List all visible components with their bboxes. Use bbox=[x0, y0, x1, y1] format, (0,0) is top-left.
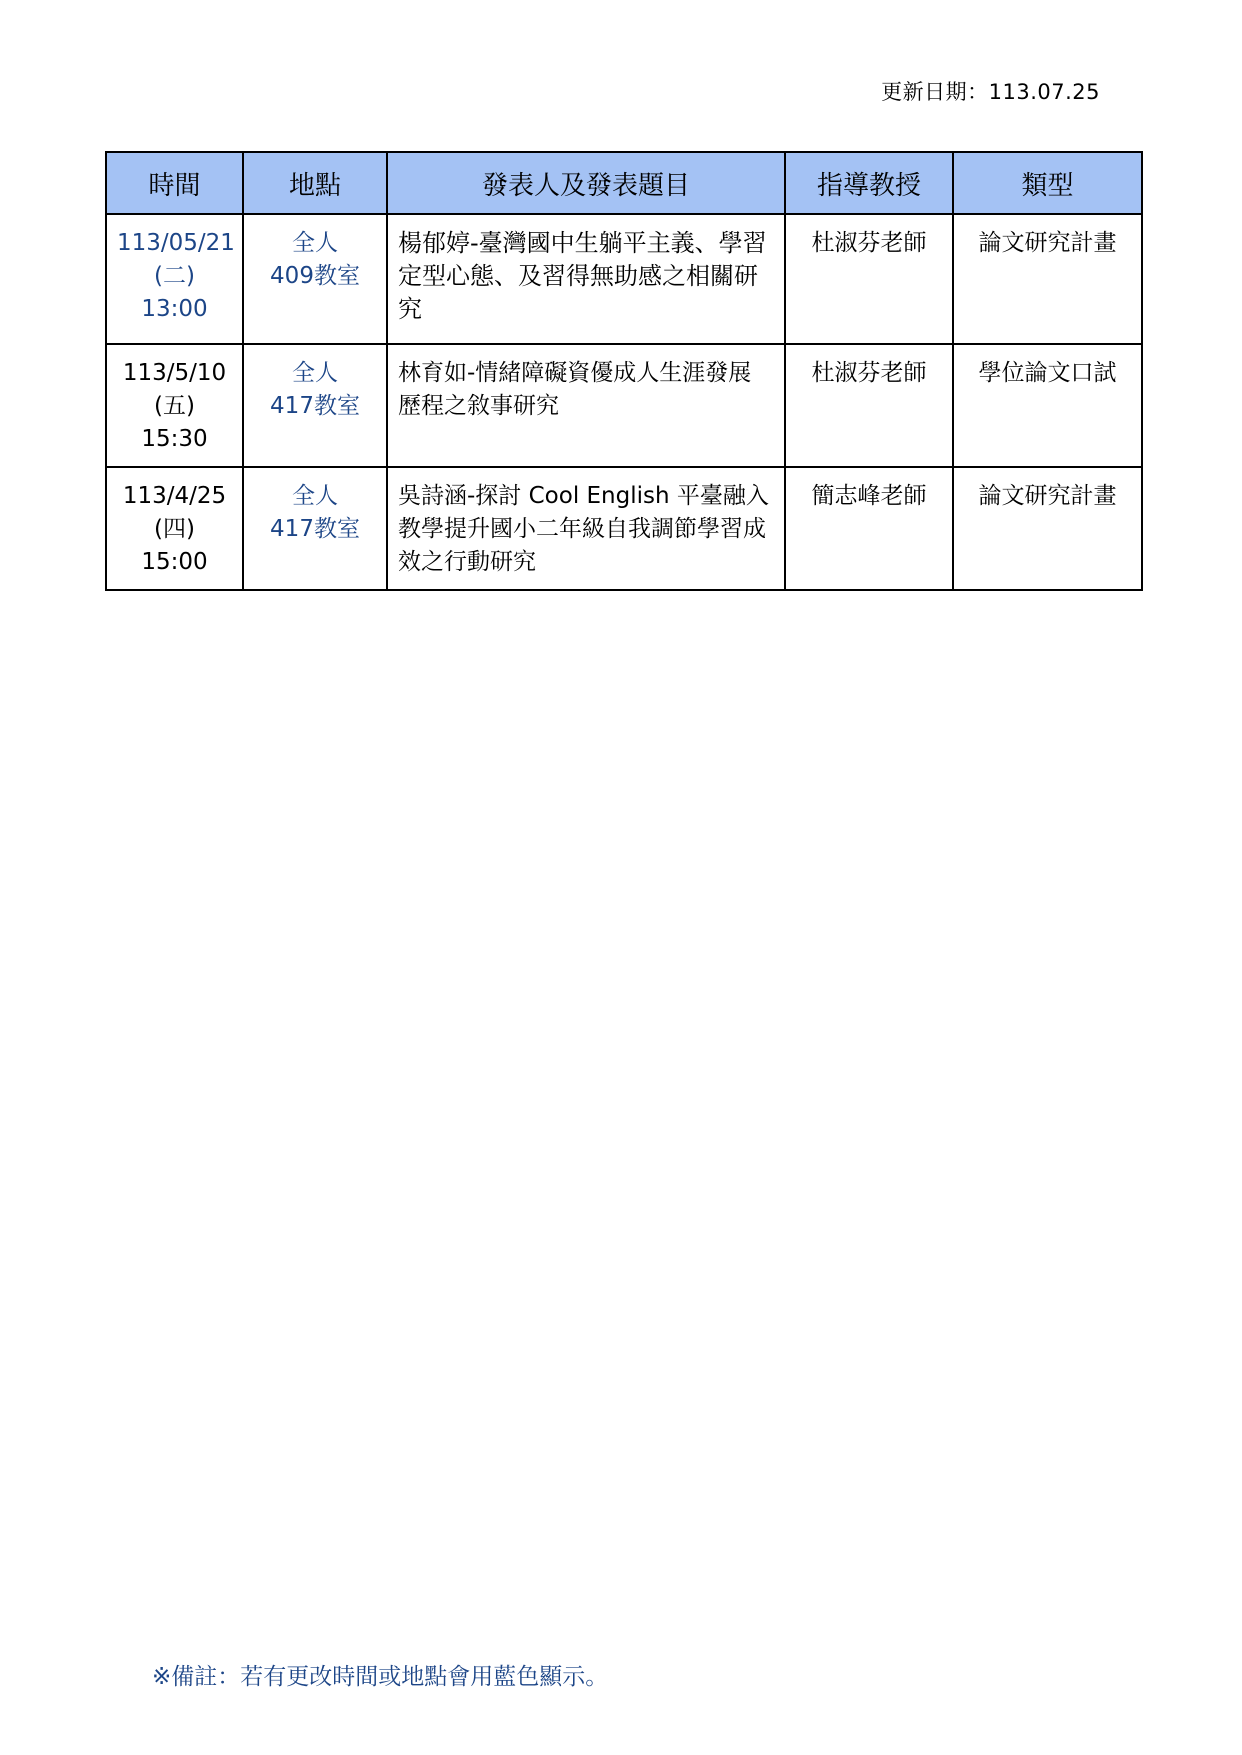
place-cell bbox=[243, 214, 387, 344]
presentation-schedule-table bbox=[105, 151, 1143, 591]
advisor-cell: 杜淑芬老師 bbox=[785, 344, 953, 467]
table-row bbox=[106, 344, 1142, 467]
place-cell bbox=[243, 344, 387, 467]
weekday-text: (四) bbox=[154, 516, 195, 542]
time-text: 15:00 bbox=[141, 549, 208, 575]
time-text: 13:00 bbox=[141, 296, 208, 322]
table-header-row bbox=[106, 152, 1142, 214]
date-text: 113/05/21 bbox=[117, 230, 235, 256]
time-cell bbox=[106, 344, 243, 467]
column-header-place: 地點 bbox=[243, 152, 387, 214]
column-header-advisor: 指導教授 bbox=[785, 152, 953, 214]
building-text: 全人 bbox=[292, 230, 338, 256]
room-text: 417教室 bbox=[270, 393, 360, 419]
table-row bbox=[106, 467, 1142, 590]
topic-cell: 吳詩涵-探討 Cool English 平臺融入教學提升國小二年級自我調節學習成效之行動研究 bbox=[387, 467, 785, 590]
room-text: 409教室 bbox=[270, 263, 360, 289]
building-text: 全人 bbox=[292, 483, 338, 509]
date-text: 113/5/10 bbox=[122, 360, 227, 386]
advisor-cell: 杜淑芬老師 bbox=[785, 214, 953, 344]
table-row bbox=[106, 214, 1142, 344]
column-header-topic: 發表人及發表題目 bbox=[387, 152, 785, 214]
building-text: 全人 bbox=[292, 360, 338, 386]
room-text: 417教室 bbox=[270, 516, 360, 542]
type-cell: 學位論文口試 bbox=[953, 344, 1142, 467]
footer-note: ※備註：若有更改時間或地點會用藍色顯示。 bbox=[152, 1664, 609, 1690]
weekday-text: (五) bbox=[154, 393, 195, 419]
topic-cell: 林育如-情緒障礙資優成人生涯發展歷程之敘事研究 bbox=[387, 344, 785, 467]
weekday-text: (二) bbox=[154, 263, 195, 289]
time-text: 15:30 bbox=[141, 426, 208, 452]
date-text: 113/4/25 bbox=[122, 483, 227, 509]
column-header-time: 時間 bbox=[106, 152, 243, 214]
topic-cell: 楊郁婷-臺灣國中生躺平主義、學習定型心態、及習得無助感之相關研究 bbox=[387, 214, 785, 344]
update-date: 更新日期：113.07.25 bbox=[881, 80, 1100, 104]
advisor-cell: 簡志峰老師 bbox=[785, 467, 953, 590]
type-cell: 論文研究計畫 bbox=[953, 214, 1142, 344]
time-cell bbox=[106, 214, 243, 344]
place-cell bbox=[243, 467, 387, 590]
time-cell bbox=[106, 467, 243, 590]
type-cell: 論文研究計畫 bbox=[953, 467, 1142, 590]
column-header-type: 類型 bbox=[953, 152, 1142, 214]
